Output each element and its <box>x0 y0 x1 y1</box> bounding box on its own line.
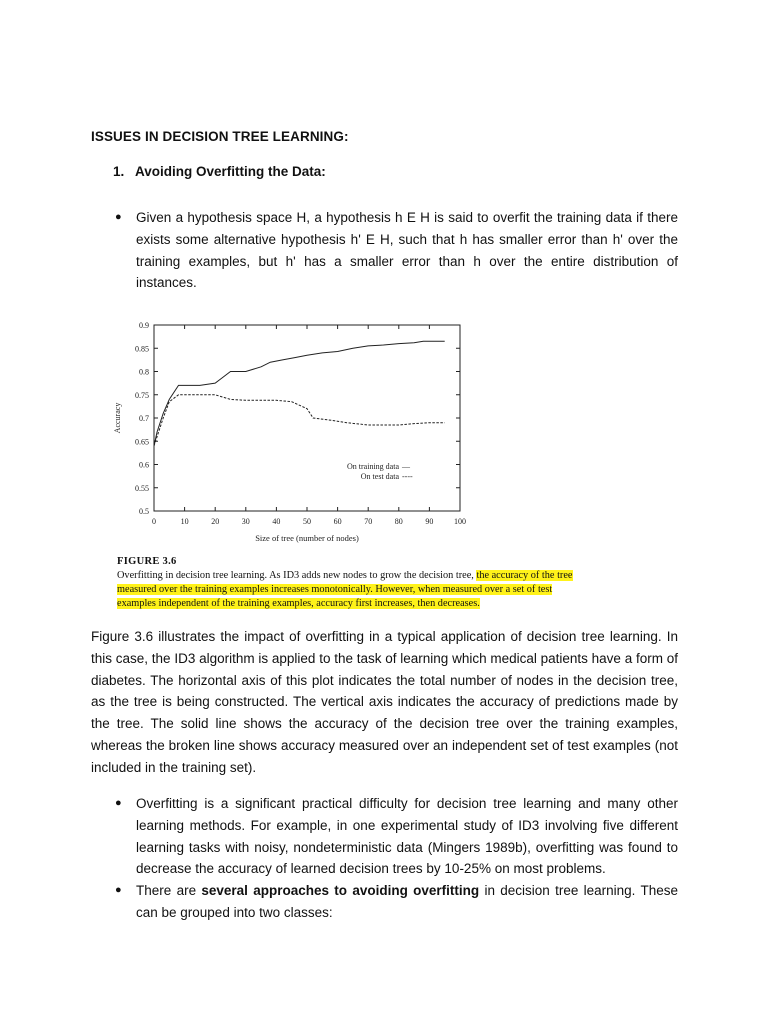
bullet-icon: ● <box>115 211 122 223</box>
x-axis-label: Size of tree (number of nodes) <box>255 533 359 543</box>
training-accuracy-line <box>154 341 445 446</box>
section-number: 1. <box>113 164 125 179</box>
caption-highlight: the accuracy of the tree measured over the training examples increases monotonically. However, when measured over a set of test examples independent of the training examples, accuracy first increases, then decreases. <box>117 570 573 609</box>
bullet-approaches-bold: several approaches to avoiding overfitting <box>201 883 480 899</box>
y-tick-label: 0.6 <box>139 460 149 470</box>
x-tick-label: 70 <box>364 517 373 526</box>
body-paragraph: Figure 3.6 illustrates the impact of overfitting in a typical application of decision tree learning. In this case, the ID3 algorithm is applied to the task of learning which medical patients have a form of diabetes. The horizontal axis of this plot indicates the total number of nodes in the decision tree, as the tree is being constructed. The vertical axis indicates the accuracy of predictions made by the tree. The solid line shows the accuracy of the decision tree over the training examples, whereas the broken line shows accuracy measured over an independent set of test examples (not included in the training set). <box>91 629 678 775</box>
bullet-approaches-pre: There are <box>136 883 202 899</box>
caption-text: Overfitting in decision tree learning. As ID3 adds new nodes to grow the decision tree, <box>117 570 477 581</box>
bullet-icon: ● <box>115 797 122 809</box>
section-title: Avoiding Overfitting the Data: <box>135 164 326 179</box>
legend-line-symbol: — <box>402 462 410 471</box>
intro-bullet <box>113 207 678 294</box>
chart-legend <box>347 462 413 481</box>
y-tick-label: 0.8 <box>139 367 149 377</box>
x-tick-label: 10 <box>180 517 189 526</box>
legend-line-symbol: ---- <box>402 472 413 481</box>
x-tick-label: 100 <box>454 517 466 526</box>
bullet-icon: ● <box>115 884 122 897</box>
x-tick-label: 20 <box>211 517 220 526</box>
bullet-list <box>113 793 678 924</box>
bullet-approaches <box>113 880 678 924</box>
section-heading <box>113 164 326 179</box>
test-accuracy-line <box>154 395 445 446</box>
intro-bullet-text: Given a hypothesis space H, a hypothesis h E H is said to overfit the training data if there exists some alternative hypothesis h' E H, such that h has smaller error than h' over the training examples, but h' has a smaller error than h over the entire distribution of instances. <box>136 210 678 291</box>
y-tick-label: 0.7 <box>139 414 149 423</box>
x-tick-label: 0 <box>152 517 156 526</box>
page-heading: ISSUES IN DECISION TREE LEARNING: <box>91 129 349 144</box>
legend-label: On training data <box>347 462 399 471</box>
y-tick-label: 0.55 <box>135 483 149 493</box>
bullet-overfitting-text: Overfitting is a significant practical difficulty for decision tree learning and many other learning methods. For example, in one experimental study of ID3 involving five different learning tasks with noisy, nondeterministic data (Mingers 1989b), overfitting was found to decrease the accuracy of learned decision trees by 10-25% on most problems. <box>136 796 678 877</box>
figure-caption <box>117 555 587 611</box>
y-tick-label: 0.75 <box>135 390 149 400</box>
x-tick-label: 60 <box>333 517 342 526</box>
legend-label: On test data <box>360 472 399 481</box>
figure-chart <box>110 312 470 552</box>
y-tick-label: 0.65 <box>135 437 149 447</box>
bullet-overfitting <box>113 793 678 880</box>
bullet-approaches-post: in decision tree learning. These can be grouped into two classes: <box>136 883 678 920</box>
x-tick-label: 40 <box>272 517 281 526</box>
x-tick-label: 30 <box>241 517 250 526</box>
x-tick-label: 50 <box>303 517 311 526</box>
y-tick-label: 0.5 <box>139 507 149 516</box>
y-tick-label: 0.85 <box>135 344 149 354</box>
accuracy-chart <box>110 312 470 552</box>
y-tick-label: 0.9 <box>139 321 149 330</box>
y-axis-label: Accuracy <box>113 402 122 434</box>
plot-frame <box>154 325 460 511</box>
x-tick-label: 80 <box>394 517 403 526</box>
x-tick-label: 90 <box>425 517 434 526</box>
figure-label: FIGURE 3.6 <box>117 556 177 567</box>
